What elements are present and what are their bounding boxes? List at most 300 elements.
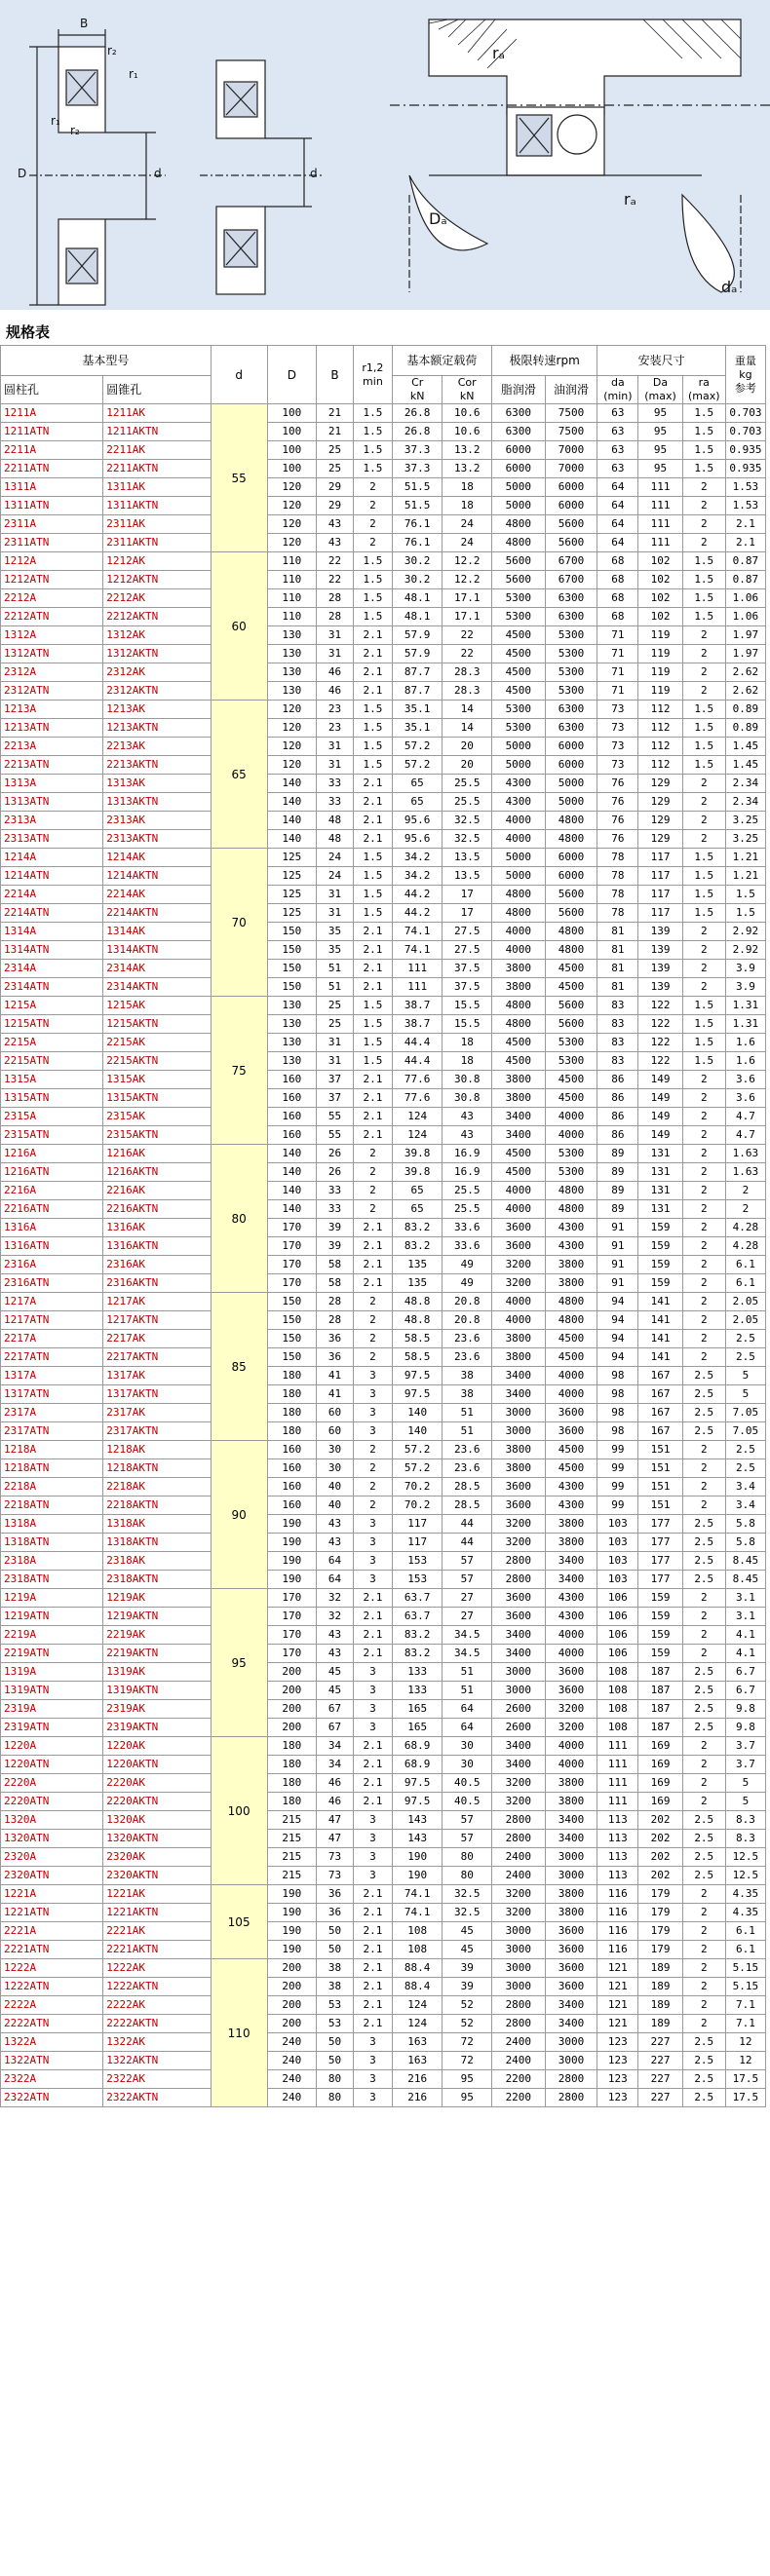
static-load-cell: 34.5 [443,1626,492,1645]
ra-max-cell: 2 [682,1885,725,1904]
bearing-tapered-cell: 2317AKTN [103,1422,211,1441]
bearing-tapered-cell: 2322AKTN [103,2089,211,2107]
static-load-cell: 49 [443,1274,492,1293]
weight-cell: 6.1 [725,1256,765,1274]
bearing-cylindrical-cell: 2314A [1,960,103,978]
oil-speed-cell: 7000 [545,441,597,460]
dynamic-load-cell: 77.6 [392,1089,443,1108]
weight-cell: 2.5 [725,1441,765,1459]
outer-diameter-cell: 140 [267,1182,317,1200]
header-r12: r1,2 min [353,346,392,404]
dynamic-load-cell: 65 [392,793,443,812]
width-cell: 67 [317,1719,354,1737]
da-max-cell: 117 [638,849,682,867]
weight-cell: 1.31 [725,997,765,1015]
bearing-cylindrical-cell: 1215ATN [1,1015,103,1034]
width-cell: 33 [317,793,354,812]
bearing-cylindrical-cell: 2218ATN [1,1496,103,1515]
static-load-cell: 38 [443,1385,492,1404]
outer-diameter-cell: 190 [267,1904,317,1922]
dynamic-load-cell: 74.1 [392,1885,443,1904]
outer-diameter-cell: 200 [267,1959,317,1978]
chamfer-cell: 3 [353,1534,392,1552]
width-cell: 23 [317,719,354,738]
oil-speed-cell: 4000 [545,1756,597,1774]
dynamic-load-cell: 57.2 [392,738,443,756]
weight-cell: 4.1 [725,1626,765,1645]
da-max-cell: 159 [638,1626,682,1645]
table-row [1,1422,766,1441]
outer-diameter-cell: 160 [267,1459,317,1478]
chamfer-cell: 3 [353,1404,392,1422]
static-load-cell: 45 [443,1922,492,1941]
ra-max-cell: 2 [682,1756,725,1774]
chamfer-cell: 2 [353,478,392,497]
outer-diameter-cell: 100 [267,404,317,423]
da-min-cell: 73 [597,719,638,738]
static-load-cell: 57 [443,1571,492,1589]
bearing-tapered-cell: 1215AKTN [103,1015,211,1034]
oil-speed-cell: 3800 [545,1256,597,1274]
chamfer-cell: 2 [353,1348,392,1367]
oil-speed-cell: 4000 [545,1367,597,1385]
da-min-cell: 71 [597,663,638,682]
chamfer-cell: 2 [353,1311,392,1330]
oil-speed-cell: 3600 [545,1404,597,1422]
oil-speed-cell: 5300 [545,1034,597,1052]
chamfer-cell: 2.1 [353,663,392,682]
oil-speed-cell: 4500 [545,1089,597,1108]
oil-speed-cell: 4300 [545,1219,597,1237]
table-row [1,812,766,830]
bearing-cylindrical-cell: 2222ATN [1,2015,103,2033]
ra-max-cell: 1.5 [682,404,725,423]
label-r2-b: r₂ [70,124,80,137]
width-cell: 40 [317,1478,354,1496]
outer-diameter-cell: 120 [267,756,317,775]
weight-cell: 1.06 [725,608,765,626]
da-max-cell: 202 [638,1848,682,1867]
dynamic-load-cell: 165 [392,1719,443,1737]
oil-speed-cell: 4000 [545,1108,597,1126]
width-cell: 36 [317,1885,354,1904]
da-max-cell: 177 [638,1571,682,1589]
outer-diameter-cell: 125 [267,849,317,867]
da-max-cell: 111 [638,515,682,534]
table-row [1,738,766,756]
outer-diameter-cell: 180 [267,1793,317,1811]
bearing-cylindrical-cell: 2212ATN [1,608,103,626]
static-load-cell: 33.6 [443,1219,492,1237]
dynamic-load-cell: 51.5 [392,478,443,497]
bearing-tapered-cell: 1218AK [103,1441,211,1459]
dynamic-load-cell: 35.1 [392,701,443,719]
weight-cell: 1.06 [725,589,765,608]
da-min-cell: 111 [597,1737,638,1756]
da-min-cell: 73 [597,738,638,756]
bearing-cylindrical-cell: 2314ATN [1,978,103,997]
weight-cell: 1.21 [725,849,765,867]
grease-speed-cell: 4800 [491,515,545,534]
width-cell: 32 [317,1589,354,1608]
da-max-cell: 111 [638,497,682,515]
static-load-cell: 17.1 [443,608,492,626]
da-min-cell: 76 [597,812,638,830]
da-min-cell: 111 [597,1756,638,1774]
width-cell: 43 [317,1645,354,1663]
weight-cell: 2.34 [725,793,765,812]
outer-diameter-cell: 120 [267,701,317,719]
chamfer-cell: 2.1 [353,941,392,960]
grease-speed-cell: 3600 [491,1496,545,1515]
bearing-tapered-cell: 2218AKTN [103,1496,211,1515]
grease-speed-cell: 4000 [491,1311,545,1330]
chamfer-cell: 3 [353,1682,392,1700]
chamfer-cell: 2.1 [353,1793,392,1811]
grease-speed-cell: 3400 [491,1385,545,1404]
dynamic-load-cell: 143 [392,1811,443,1830]
outer-diameter-cell: 130 [267,997,317,1015]
outer-diameter-cell: 215 [267,1867,317,1885]
da-max-cell: 187 [638,1663,682,1682]
grease-speed-cell: 3400 [491,1108,545,1126]
oil-speed-cell: 3800 [545,1534,597,1552]
ra-max-cell: 2 [682,1608,725,1626]
outer-diameter-cell: 240 [267,2089,317,2107]
da-max-cell: 95 [638,460,682,478]
oil-speed-cell: 3800 [545,1885,597,1904]
label-ra-top: rₐ [492,44,505,62]
da-min-cell: 83 [597,1015,638,1034]
da-min-cell: 121 [597,1996,638,2015]
table-row [1,404,766,423]
dynamic-load-cell: 26.8 [392,423,443,441]
label-da-housing: Dₐ [429,209,447,228]
bore-d-cell: 55 [211,404,267,552]
da-min-cell: 111 [597,1793,638,1811]
bearing-tapered-cell: 2315AKTN [103,1126,211,1145]
chamfer-cell: 2 [353,515,392,534]
width-cell: 28 [317,1311,354,1330]
da-max-cell: 122 [638,1034,682,1052]
table-row [1,1071,766,1089]
width-cell: 31 [317,886,354,904]
outer-diameter-cell: 110 [267,571,317,589]
dynamic-load-cell: 68.9 [392,1756,443,1774]
ra-max-cell: 2 [682,1089,725,1108]
width-cell: 35 [317,941,354,960]
width-cell: 50 [317,2052,354,2070]
chamfer-cell: 2 [353,1163,392,1182]
outer-diameter-cell: 100 [267,423,317,441]
table-row [1,1330,766,1348]
table-row [1,1700,766,1719]
bearing-cylindrical-cell: 1319A [1,1663,103,1682]
da-min-cell: 121 [597,1959,638,1978]
ra-max-cell: 1.5 [682,1052,725,1071]
width-cell: 33 [317,1200,354,1219]
bearing-tapered-cell: 2214AKTN [103,904,211,923]
da-min-cell: 78 [597,904,638,923]
oil-speed-cell: 5600 [545,534,597,552]
ra-max-cell: 2 [682,1163,725,1182]
width-cell: 31 [317,626,354,645]
ra-max-cell: 2 [682,1459,725,1478]
da-max-cell: 179 [638,1941,682,1959]
outer-diameter-cell: 190 [267,1552,317,1571]
da-min-cell: 91 [597,1219,638,1237]
ra-max-cell: 1.5 [682,849,725,867]
grease-speed-cell: 6300 [491,423,545,441]
ra-max-cell: 2 [682,793,725,812]
width-cell: 29 [317,497,354,515]
bearing-tapered-cell: 1217AKTN [103,1311,211,1330]
width-cell: 26 [317,1145,354,1163]
oil-speed-cell: 4800 [545,830,597,849]
ra-max-cell: 2 [682,1126,725,1145]
bearing-tapered-cell: 2213AK [103,738,211,756]
table-row [1,1200,766,1219]
dynamic-load-cell: 44.4 [392,1052,443,1071]
dynamic-load-cell: 48.1 [392,589,443,608]
oil-speed-cell: 5600 [545,904,597,923]
da-max-cell: 139 [638,960,682,978]
oil-speed-cell: 5300 [545,1163,597,1182]
oil-speed-cell: 3600 [545,1663,597,1682]
da-max-cell: 95 [638,441,682,460]
chamfer-cell: 2.1 [353,2015,392,2033]
da-max-cell: 159 [638,1589,682,1608]
outer-diameter-cell: 120 [267,478,317,497]
chamfer-cell: 3 [353,1571,392,1589]
dynamic-load-cell: 163 [392,2052,443,2070]
ra-max-cell: 2 [682,1108,725,1126]
static-load-cell: 30 [443,1756,492,1774]
bearing-cylindrical-cell: 2315A [1,1108,103,1126]
da-min-cell: 86 [597,1071,638,1089]
ra-max-cell: 2.5 [682,2089,725,2107]
static-load-cell: 57 [443,1811,492,1830]
ra-max-cell: 2 [682,1645,725,1663]
dynamic-load-cell: 124 [392,1108,443,1126]
table-row [1,1626,766,1645]
bearing-cylindrical-cell: 1317A [1,1367,103,1385]
bearing-tapered-cell: 2212AKTN [103,608,211,626]
da-min-cell: 78 [597,886,638,904]
table-row [1,1811,766,1830]
bearing-cylindrical-cell: 2218A [1,1478,103,1496]
chamfer-cell: 1.5 [353,886,392,904]
ra-max-cell: 2 [682,1071,725,1089]
weight-cell: 5.8 [725,1534,765,1552]
grease-speed-cell: 3000 [491,1404,545,1422]
weight-cell: 0.87 [725,571,765,589]
table-row [1,589,766,608]
grease-speed-cell: 2600 [491,1700,545,1719]
chamfer-cell: 2.1 [353,793,392,812]
weight-cell: 2.92 [725,941,765,960]
header-install: 安装尺寸 [597,346,726,376]
da-min-cell: 108 [597,1663,638,1682]
static-load-cell: 40.5 [443,1774,492,1793]
grease-speed-cell: 5600 [491,571,545,589]
grease-speed-cell: 2800 [491,1552,545,1571]
header-ra: ra (max) [682,376,725,404]
oil-speed-cell: 6700 [545,552,597,571]
da-min-cell: 86 [597,1108,638,1126]
chamfer-cell: 2.1 [353,1256,392,1274]
oil-speed-cell: 4300 [545,1237,597,1256]
header-weight: 重量 kg 参考 [725,346,765,404]
da-min-cell: 94 [597,1348,638,1367]
width-cell: 43 [317,515,354,534]
grease-speed-cell: 4000 [491,812,545,830]
grease-speed-cell: 2800 [491,1811,545,1830]
static-load-cell: 23.6 [443,1441,492,1459]
ra-max-cell: 2 [682,941,725,960]
grease-speed-cell: 3000 [491,1978,545,1996]
chamfer-cell: 2.1 [353,1589,392,1608]
ra-max-cell: 2 [682,1589,725,1608]
grease-speed-cell: 3200 [491,1774,545,1793]
chamfer-cell: 1.5 [353,997,392,1015]
dynamic-load-cell: 39.8 [392,1163,443,1182]
table-row [1,682,766,701]
table-row [1,1274,766,1293]
da-min-cell: 108 [597,1682,638,1700]
grease-speed-cell: 6000 [491,441,545,460]
weight-cell: 2.5 [725,1459,765,1478]
bearing-cylindrical-cell: 1318ATN [1,1534,103,1552]
bearing-tapered-cell: 1319AKTN [103,1682,211,1700]
da-min-cell: 94 [597,1311,638,1330]
table-row [1,867,766,886]
outer-diameter-cell: 200 [267,2015,317,2033]
table-row [1,2015,766,2033]
dynamic-load-cell: 30.2 [392,571,443,589]
chamfer-cell: 3 [353,1367,392,1385]
oil-speed-cell: 5600 [545,997,597,1015]
ra-max-cell: 2 [682,2015,725,2033]
outer-diameter-cell: 190 [267,1885,317,1904]
da-min-cell: 116 [597,1922,638,1941]
outer-diameter-cell: 170 [267,1256,317,1274]
outer-diameter-cell: 240 [267,2070,317,2089]
table-row [1,1404,766,1422]
weight-cell: 3.9 [725,960,765,978]
width-cell: 80 [317,2089,354,2107]
width-cell: 43 [317,1515,354,1534]
bearing-tapered-cell: 2319AKTN [103,1719,211,1737]
outer-diameter-cell: 130 [267,682,317,701]
bore-d-cell: 90 [211,1441,267,1589]
da-min-cell: 73 [597,701,638,719]
da-min-cell: 76 [597,793,638,812]
static-load-cell: 64 [443,1719,492,1737]
oil-speed-cell: 4800 [545,1311,597,1330]
bearing-tapered-cell: 1221AKTN [103,1904,211,1922]
width-cell: 21 [317,423,354,441]
static-load-cell: 27 [443,1608,492,1626]
table-row [1,923,766,941]
bearing-tapered-cell: 2212AK [103,589,211,608]
ra-max-cell: 1.5 [682,738,725,756]
static-load-cell: 30 [443,1737,492,1756]
chamfer-cell: 2 [353,1330,392,1348]
da-max-cell: 202 [638,1830,682,1848]
table-row [1,1385,766,1404]
da-max-cell: 159 [638,1237,682,1256]
table-row [1,830,766,849]
da-max-cell: 177 [638,1515,682,1534]
grease-speed-cell: 5300 [491,589,545,608]
bearing-tapered-cell: 1317AK [103,1367,211,1385]
chamfer-cell: 2 [353,1441,392,1459]
bearing-cylindrical-cell: 1317ATN [1,1385,103,1404]
bearing-tapered-cell: 2222AKTN [103,2015,211,2033]
ra-max-cell: 2.5 [682,1422,725,1441]
ra-max-cell: 2.5 [682,1848,725,1867]
da-max-cell: 111 [638,478,682,497]
grease-speed-cell: 3800 [491,1441,545,1459]
da-max-cell: 122 [638,1015,682,1034]
bearing-cylindrical-cell: 2317ATN [1,1422,103,1441]
width-cell: 53 [317,1996,354,2015]
weight-cell: 3.1 [725,1608,765,1626]
width-cell: 43 [317,1626,354,1645]
oil-speed-cell: 3400 [545,1571,597,1589]
bearing-tapered-cell: 1311AK [103,478,211,497]
static-load-cell: 24 [443,534,492,552]
oil-speed-cell: 3400 [545,1830,597,1848]
width-cell: 67 [317,1700,354,1719]
weight-cell: 3.7 [725,1737,765,1756]
width-cell: 22 [317,571,354,589]
width-cell: 80 [317,2070,354,2089]
bore-d-cell: 105 [211,1885,267,1959]
da-min-cell: 76 [597,830,638,849]
bearing-tapered-cell: 2215AKTN [103,1052,211,1071]
static-load-cell: 14 [443,701,492,719]
dynamic-load-cell: 135 [392,1256,443,1274]
da-min-cell: 98 [597,1422,638,1441]
bearing-tapered-cell: 1219AKTN [103,1608,211,1626]
table-row [1,1645,766,1663]
static-load-cell: 30.8 [443,1071,492,1089]
static-load-cell: 32.5 [443,1904,492,1922]
dynamic-load-cell: 76.1 [392,534,443,552]
outer-diameter-cell: 180 [267,1756,317,1774]
da-min-cell: 99 [597,1496,638,1515]
outer-diameter-cell: 100 [267,460,317,478]
static-load-cell: 80 [443,1848,492,1867]
table-row [1,515,766,534]
dynamic-load-cell: 140 [392,1404,443,1422]
width-cell: 39 [317,1219,354,1237]
chamfer-cell: 2.1 [353,1756,392,1774]
dynamic-load-cell: 48.8 [392,1311,443,1330]
chamfer-cell: 3 [353,1700,392,1719]
table-row [1,1867,766,1885]
static-load-cell: 49 [443,1256,492,1274]
da-max-cell: 187 [638,1700,682,1719]
da-max-cell: 167 [638,1367,682,1385]
width-cell: 39 [317,1237,354,1256]
outer-diameter-cell: 190 [267,1922,317,1941]
header-da-max: Da (max) [638,376,682,404]
dynamic-load-cell: 111 [392,960,443,978]
da-max-cell: 102 [638,589,682,608]
